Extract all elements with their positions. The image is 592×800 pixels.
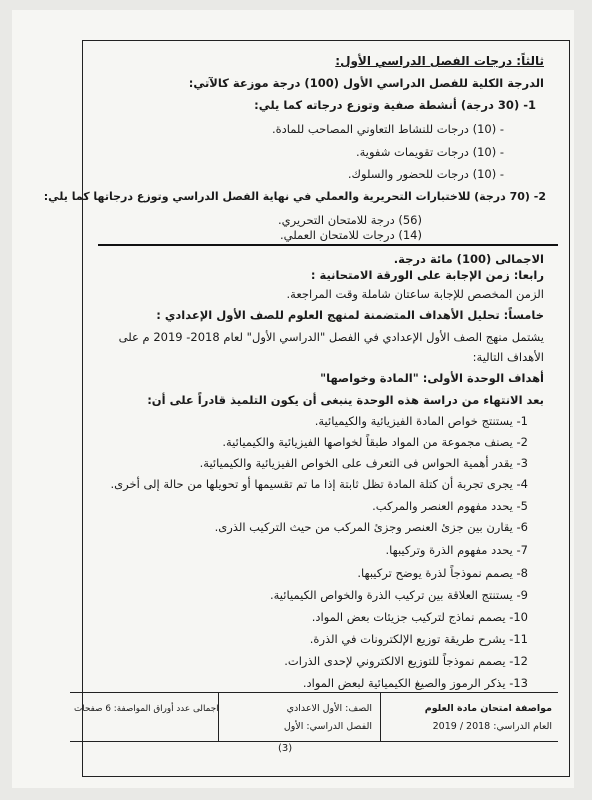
objective-item: 10- يصمم نماذج لتركيب جزيئات بعض المواد. [311,610,528,624]
objective-item: 6- يقارن بين جزئ العنصر وجزئ المركب من حيث التركيب الذرى. [214,520,528,534]
objective-item: 1- يستنتج خواص المادة الفيزيائية والكيميائية. [314,414,528,428]
section-divider [98,244,558,246]
objective-item: 11- يشرح طريقة توزيع الإلكترونات في الذرة. [309,632,528,646]
footer-grade: الصف: الأول الاعدادي [286,703,372,714]
list-item: - (10) درجات تقويمات شفوية. [355,145,504,159]
page-number: (3) [278,743,293,754]
activities-grade-line: 1- (30 درجة) أنشطة صفية وتوزع درجاته كما يلي: [254,98,536,112]
answer-time-text: الزمن المخصص للإجابة ساعتان شاملة وقت المراجعة. [286,287,544,301]
total-grade-line: الدرجة الكلية للفصل الدراسي الأول (100) درجة موزعة كالآتي: [188,76,544,90]
objective-item: 5- يحدد مفهوم العنصر والمركب. [372,499,528,513]
objective-item: 9- يستنتج العلاقة بين تركيب الذرة والخواص الكيميائية. [269,588,528,602]
footer-academic-year: العام الدراسي: 2018 / 2019 [432,721,552,732]
list-item: - (10) درجات للنشاط التعاوني المصاحب للمادة. [271,122,504,136]
exams-grade-line: 2- (70 درجة) للاختبارات التحريرية والعملي في نهاية الفصل الدراسي وتوزع درجاتها كما يلي: [43,190,546,203]
section-3-heading: ثالثاً: درجات الفصل الدراسي الأول: [335,54,544,68]
footer-exam-title: مواصفة امتحان مادة العلوم [424,703,552,714]
footer-divider [218,693,219,741]
list-item: (56) درجة للامتحان التحريري. [277,213,422,227]
footer-term: الفصل الدراسي: الأول [283,721,372,732]
objective-item: 4- يجرى تجربة أن كتلة المادة تظل ثابتة إذا ما تم تقسيمها أو تحويلها من حالة إلى أخرى. [110,477,528,491]
footer-divider [380,693,381,741]
objective-item: 3- يقدر أهمية الحواس فى التعرف على الخواص الفيزيائية والكيميائية. [199,456,528,470]
objective-item: 8- يصمم نموذجاً لذرة يوضح تركيبها. [357,566,528,580]
footer-total-pages: اجمالى عدد أوراق المواصفة: 6 صفحات [74,704,219,714]
objectives-intro: بعد الانتهاء من دراسة هذه الوحدة ينبغى أن يكون التلميذ قادراً على أن: [147,393,544,407]
objective-item: 12- يصمم نموذجاً للتوزيع الالكتروني لإحدى الذرات. [284,654,528,668]
footer-table [70,692,558,742]
objective-item: 13- يذكر الرموز والصيغ الكيميائية لبعض المواد. [302,676,528,690]
section-5-heading: خامساً: تحليل الأهداف المتضمنة لمنهج العلوم للصف الأول الإعدادي : [156,308,544,322]
list-item: - (10) درجات للحضور والسلوك. [347,167,504,181]
objective-item: 7- يحدد مفهوم الذرة وتركيبها. [385,543,528,557]
paragraph-line: يشتمل منهج الصف الأول الإعدادي في الفصل "الدراسي الأول" لعام 2018- 2019 م على [118,330,544,344]
paragraph-line: الأهداف التالية: [472,350,544,364]
section-4-heading: رابعا: زمن الإجابة على الورقة الامتحانية : [310,268,544,282]
list-item: (14) درجات للامتحان العملي. [279,228,422,242]
total-line: الاجمالى (100) مائة درجة. [393,252,544,266]
unit-1-heading: أهداف الوحدة الأولى: "المادة وخواصها" [320,371,544,385]
objective-item: 2- يصنف مجموعة من المواد طبقاً لخواصها الفيزيائية والكيميائية. [222,435,528,449]
